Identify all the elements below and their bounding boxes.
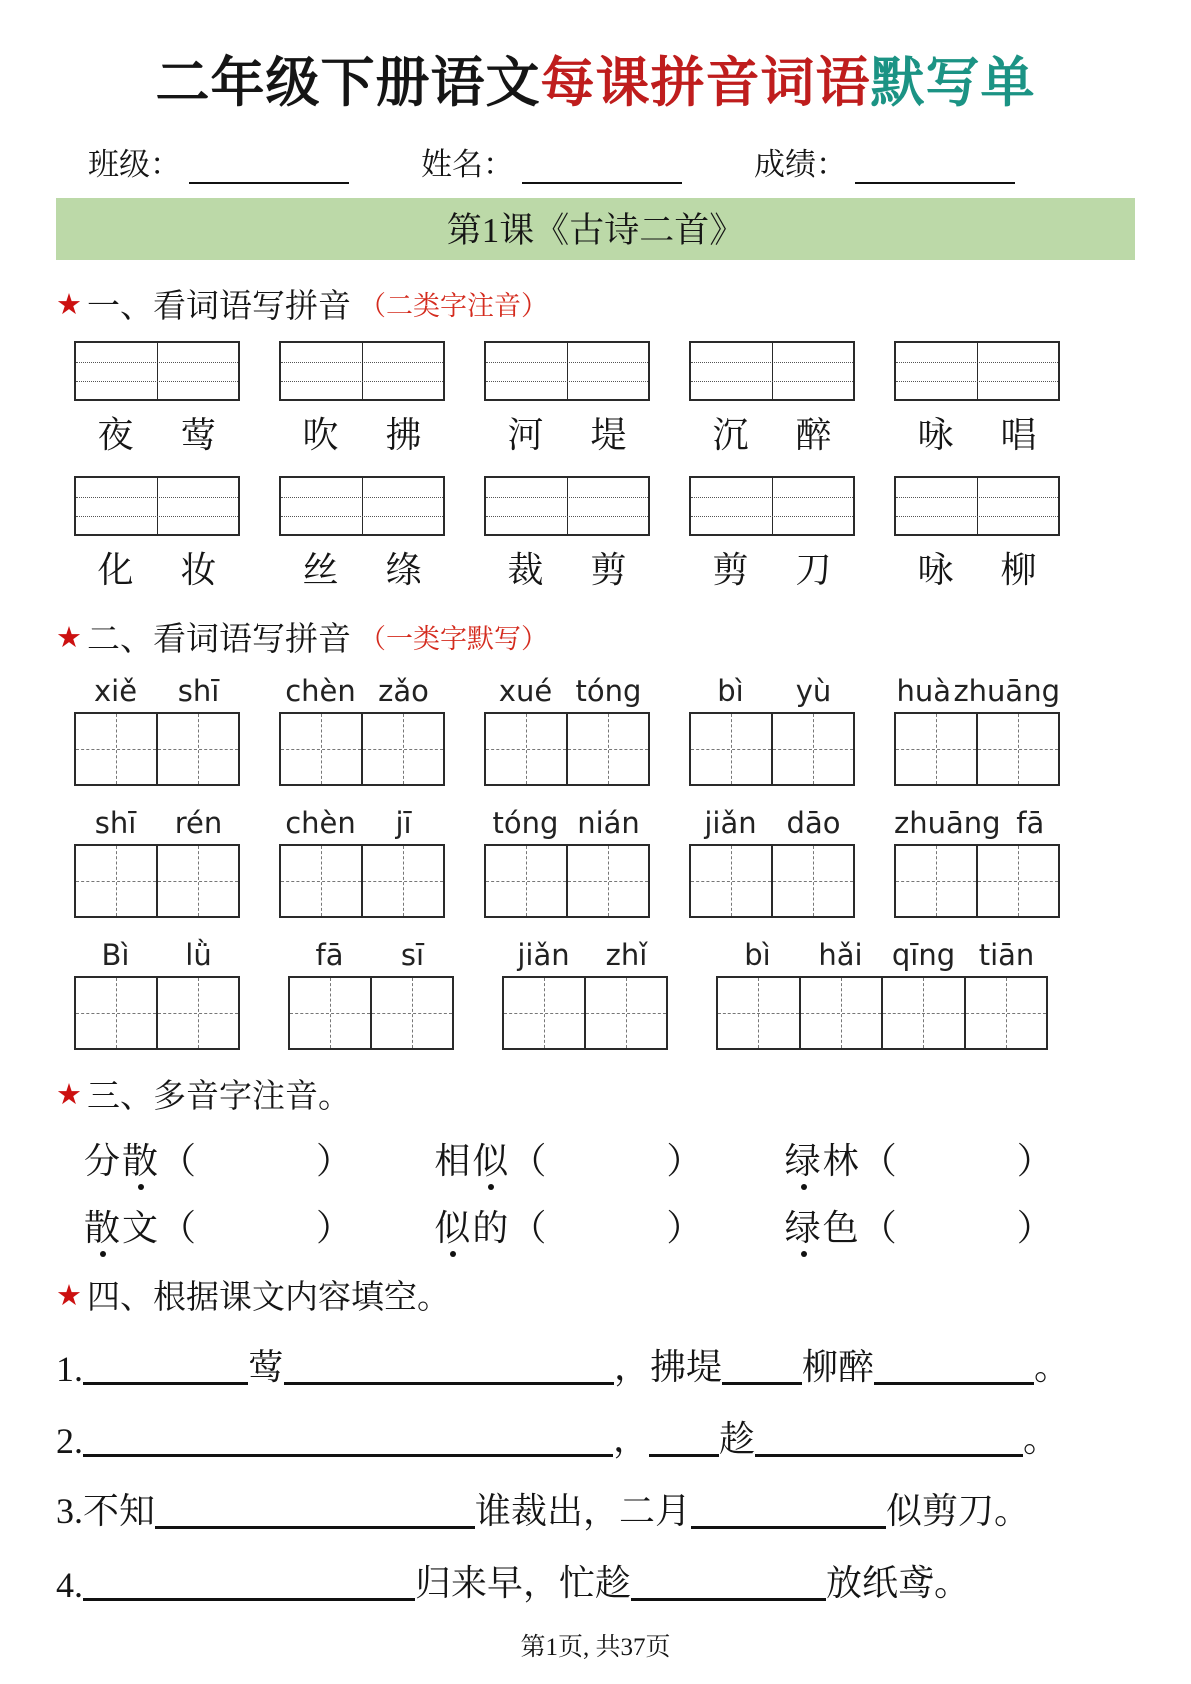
pinyin-word-unit [894,674,1060,786]
fill-text: 趁 [719,1419,756,1459]
pinyin-label [689,806,855,840]
answer-blank [755,1454,1023,1457]
character-writing-box [74,712,240,786]
section-3-heading [56,1070,1135,1117]
pinyin-label [689,674,855,708]
pinyin-syllable: dāo [786,806,841,840]
score-label: 成绩： [754,147,847,182]
tianzige-cell [156,978,238,1048]
char: 河 [507,415,544,455]
pinyin-four-line-grid [279,341,445,401]
pinyin-syllable: zhuāng [953,674,1060,708]
tianzige-cell [156,846,238,916]
polyphone-item [434,1200,784,1251]
tianzige-cell [881,978,964,1048]
grid-divider [977,343,978,399]
char: 绦 [385,550,422,590]
section-2-heading [56,613,1135,660]
pinyin-syllable: chèn [285,674,356,708]
char: 唱 [1000,415,1037,455]
char: 色 [822,1208,861,1248]
char: 拂 [385,415,422,455]
tianzige-cell [361,714,443,784]
pinyin-word-row-1 [56,674,1135,786]
char: 堤 [590,415,627,455]
word [74,542,240,593]
name-label: 姓名： [421,147,514,182]
character-writing-box [894,844,1060,918]
char: 妆 [180,550,217,590]
tianzige-cell [976,846,1058,916]
char: 分 [84,1141,123,1181]
pinyin-syllable: bì [744,938,771,972]
char: 咏 [917,550,954,590]
title-part-teal: 默写单 [870,53,1036,113]
character-writing-box [716,976,1048,1050]
char: 裁 [507,550,544,590]
tianzige-cell [896,846,976,916]
paren-close: ） [316,1208,353,1248]
fill-text: 。 [1034,1347,1071,1387]
class-blank [189,150,349,184]
character-writing-box [689,844,855,918]
pinyin-grid-row-1 [56,341,1135,401]
polyphone-word [434,1200,510,1251]
polyphone-word [434,1133,510,1184]
char: 莺 [180,415,217,455]
answer-blank [691,1526,886,1529]
pinyin-word-row-2 [56,806,1135,918]
tianzige-cell [361,846,443,916]
tianzige-cell [156,714,238,784]
tianzige-cell [486,846,566,916]
pinyin-syllable: zhǐ [605,938,648,972]
grid-divider [772,343,773,399]
char: 相 [434,1141,473,1181]
pinyin-syllable: fā [1016,806,1045,840]
polyphone-row-1 [56,1133,1135,1184]
answer-blank [649,1454,719,1457]
pinyin-syllable: lǜ [185,938,212,972]
pinyin-word-unit [484,806,650,918]
star-icon: ★ [56,619,82,654]
pinyin-label [484,806,650,840]
polyphone-word [785,1200,861,1251]
section-2-hint: （一类字默写） [359,624,548,654]
fill-text: 4. [56,1565,83,1605]
character-writing-box [288,976,454,1050]
character-writing-box [74,844,240,918]
grid-divider [772,478,773,534]
fill-text: 莺 [248,1347,285,1387]
polyphone-word [84,1200,160,1251]
pinyin-four-line-grid [894,476,1060,536]
paren-close: ） [666,1208,703,1248]
char: 吹 [302,415,339,455]
tianzige-cell [566,714,648,784]
pinyin-word-row-3 [56,938,1135,1050]
char: 刀 [795,550,832,590]
character-writing-box [279,844,445,918]
tianzige-cell [76,714,156,784]
student-info-row [56,139,1135,184]
fill-text: ， [613,1419,650,1459]
pinyin-syllable: hǎi [818,938,863,972]
pinyin-word-unit [74,806,240,918]
pinyin-label [279,806,445,840]
grid-divider [362,478,363,534]
tianzige-cell [76,978,156,1048]
page-number: 第1页, 共37页 [520,1634,671,1661]
paren-close: ） [666,1141,703,1181]
pinyin-label [74,938,240,972]
word [484,407,650,458]
char: 化 [97,550,134,590]
polyphone-item [84,1133,434,1184]
star-icon: ★ [56,286,82,321]
pinyin-syllable: sī [400,938,425,972]
pinyin-word-unit [502,938,668,1050]
grid-divider [567,343,568,399]
title-part-red: 每课拼音词语 [540,53,871,113]
tianzige-cell [771,846,853,916]
fill-text: ，拂堤 [614,1347,723,1387]
char: 夜 [97,415,134,455]
pinyin-label [74,806,240,840]
pinyin-word-unit [288,938,454,1050]
star-icon: ★ [56,1277,82,1312]
pinyin-syllable: jiǎn [517,938,570,972]
section-4-title: 四、根据课文内容填空。 [87,1280,450,1316]
tianzige-cell [718,978,799,1048]
char: 咏 [917,415,954,455]
pinyin-syllable: Bì [101,938,130,972]
answer-blank [83,1598,415,1601]
score-blank [855,150,1015,184]
fill-text: 谁裁出，二月 [475,1491,692,1531]
pinyin-four-line-grid [689,341,855,401]
word [894,407,1060,458]
answer-blank [874,1382,1034,1385]
paren-open: （ [160,1208,197,1248]
tianzige-cell [370,978,452,1048]
pinyin-syllable: fā [315,938,344,972]
dotted-char: 散 [122,1141,161,1181]
fill-blank-line-2 [56,1411,1135,1462]
pinyin-word-unit [689,674,855,786]
tianzige-cell [691,714,771,784]
pinyin-syllable: tiān [978,938,1035,972]
pinyin-syllable: xiě [93,674,138,708]
polyphone-item [785,1133,1135,1184]
pinyin-four-line-grid [484,341,650,401]
tianzige-cell [76,846,156,916]
char: 林 [822,1141,861,1181]
word-row-2 [56,542,1135,593]
tianzige-cell [976,714,1058,784]
paren-close: ） [316,1141,353,1181]
pinyin-four-line-grid [74,476,240,536]
character-writing-box [689,712,855,786]
paren-open: （ [510,1141,547,1181]
pinyin-label [279,674,445,708]
answer-blank [83,1382,248,1385]
polyphone-item [434,1133,784,1184]
character-writing-box [279,712,445,786]
pinyin-syllable: shī [177,674,220,708]
word [689,542,855,593]
section-1-hint: （二类字注音） [359,291,548,321]
tianzige-cell [799,978,882,1048]
title-part-black: 二年级下册语文 [155,53,541,113]
pinyin-four-line-grid [484,476,650,536]
name-field [421,139,682,184]
score-field [754,139,1015,184]
paren-close: ） [1016,1208,1053,1248]
section-1-title: 一、看词语写拼音 [87,289,351,325]
tianzige-cell [504,978,584,1048]
pinyin-label [288,938,454,972]
dotted-char: 似 [472,1141,511,1181]
character-writing-box [894,712,1060,786]
pinyin-label [484,674,650,708]
character-writing-box [484,712,650,786]
answer-blank [155,1526,475,1529]
pinyin-syllable: rén [174,806,223,840]
lesson-banner: 第1课《古诗二首》 [56,198,1135,260]
answer-blank [631,1598,826,1601]
paren-open: （ [510,1208,547,1248]
fill-text: 放纸鸢。 [826,1563,971,1603]
class-label: 班级： [88,147,181,182]
pinyin-label [894,674,1060,708]
character-writing-box [484,844,650,918]
pinyin-syllable: jiǎn [704,806,757,840]
grid-divider [977,478,978,534]
section-1-heading [56,280,1135,327]
tianzige-cell [771,714,853,784]
pinyin-four-line-grid [279,476,445,536]
char: 柳 [1000,550,1037,590]
pinyin-four-line-grid [689,476,855,536]
tianzige-cell [290,978,370,1048]
word [484,542,650,593]
pinyin-syllable: nián [577,806,640,840]
tianzige-cell [964,978,1047,1048]
pinyin-syllable: zǎo [378,674,429,708]
class-field [88,139,349,184]
pinyin-label [74,674,240,708]
paren-open: （ [160,1141,197,1181]
pinyin-four-line-grid [74,341,240,401]
tianzige-cell [584,978,666,1048]
fill-text: 归来早，忙趁 [415,1563,632,1603]
fill-text: 似剪刀。 [886,1491,1031,1531]
pinyin-word-unit [74,938,240,1050]
paren-close: ） [1016,1141,1053,1181]
fill-blank-line-4 [56,1555,1135,1606]
tianzige-cell [691,846,771,916]
word [279,542,445,593]
answer-blank [83,1454,613,1457]
grid-divider [157,478,158,534]
word [74,407,240,458]
star-icon: ★ [56,1076,82,1111]
polyphone-item [84,1200,434,1251]
pinyin-word-unit [689,806,855,918]
pinyin-syllable: huà [896,674,951,708]
fill-blank-line-1 [56,1339,1135,1390]
grid-divider [362,343,363,399]
pinyin-word-unit [279,806,445,918]
word [689,407,855,458]
dotted-char: 散 [84,1208,123,1248]
char: 的 [472,1208,511,1248]
section-2-title: 二、看词语写拼音 [87,622,351,658]
polyphone-item [785,1200,1135,1251]
page-title [56,40,1135,117]
word [894,542,1060,593]
section-4-heading [56,1271,1135,1318]
fill-text: 1. [56,1349,83,1389]
tianzige-cell [281,714,361,784]
dotted-char: 绿 [784,1208,823,1248]
pinyin-label [716,938,1048,972]
tianzige-cell [566,846,648,916]
dotted-char: 绿 [784,1141,823,1181]
character-writing-box [502,976,668,1050]
pinyin-syllable: tóng [575,674,642,708]
polyphone-word [84,1133,160,1184]
polyphone-word [785,1133,861,1184]
section-3-title: 三、多音字注音。 [87,1079,351,1115]
pinyin-syllable: chèn [285,806,356,840]
pinyin-word-unit [279,674,445,786]
pinyin-syllable: shī [94,806,137,840]
fill-text: 3.不知 [56,1491,156,1531]
pinyin-syllable: qīng [891,938,956,972]
answer-blank [284,1382,614,1385]
tianzige-cell [896,714,976,784]
paren-open: （ [860,1141,897,1181]
pinyin-syllable: tóng [492,806,559,840]
pinyin-syllable: xué [498,674,553,708]
pinyin-word-unit [484,674,650,786]
char: 醉 [795,415,832,455]
paren-open: （ [860,1208,897,1248]
pinyin-syllable: yù [795,674,832,708]
name-blank [522,150,682,184]
char: 剪 [712,550,749,590]
char: 丝 [302,550,339,590]
word [279,407,445,458]
pinyin-syllable: bì [717,674,744,708]
pinyin-word-unit [74,674,240,786]
char: 剪 [590,550,627,590]
fill-text: 。 [1023,1419,1060,1459]
fill-text: 2. [56,1421,83,1461]
pinyin-word-unit [894,806,1060,918]
pinyin-syllable: zhuāng [894,806,1001,840]
word-row-1 [56,407,1135,458]
character-writing-box [74,976,240,1050]
fill-blank-line-3 [56,1483,1135,1534]
grid-divider [567,478,568,534]
polyphone-row-2 [56,1200,1135,1251]
pinyin-syllable: jī [395,806,412,840]
char: 文 [122,1208,161,1248]
fill-text: 柳醉 [802,1347,875,1387]
pinyin-label [502,938,668,972]
pinyin-grid-row-2 [56,476,1135,536]
pinyin-four-line-grid [894,341,1060,401]
tianzige-cell [486,714,566,784]
pinyin-word-unit [716,938,1048,1050]
answer-blank [722,1382,802,1385]
grid-divider [157,343,158,399]
dotted-char: 似 [434,1208,473,1248]
pinyin-label [894,806,1060,840]
char: 沉 [712,415,749,455]
tianzige-cell [281,846,361,916]
